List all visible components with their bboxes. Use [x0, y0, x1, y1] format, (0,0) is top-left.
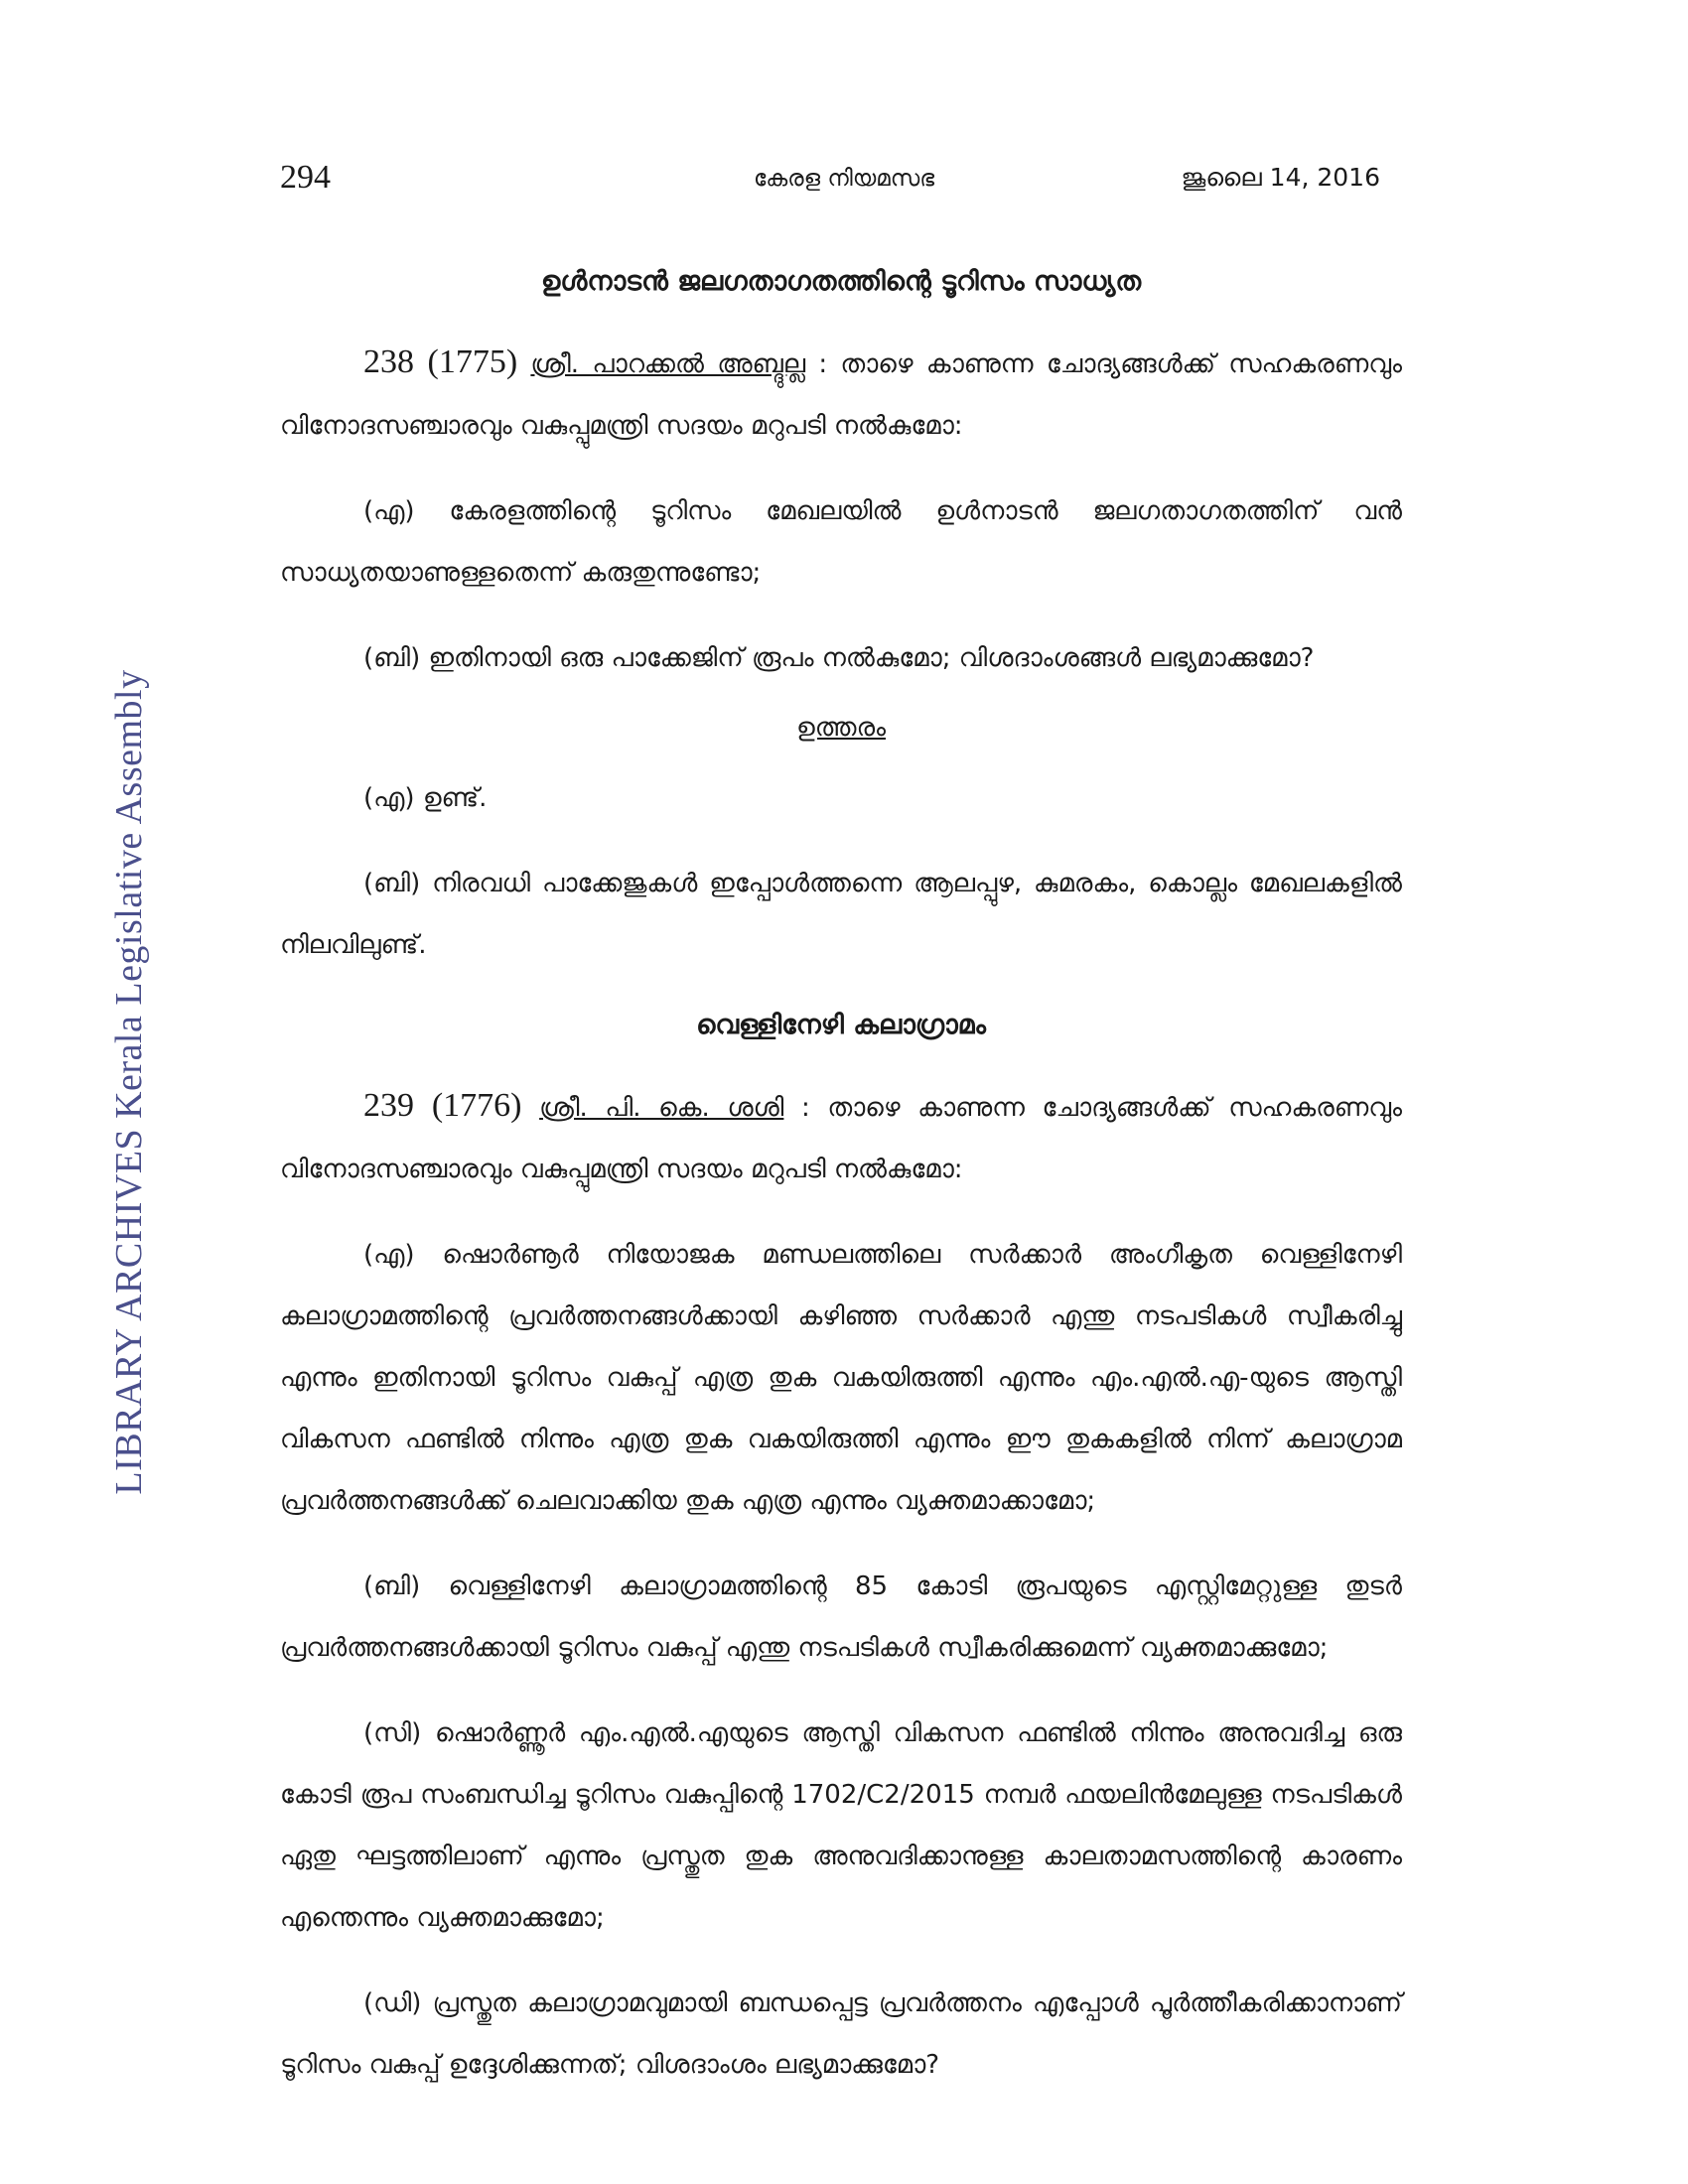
question-part-b: (ബി) ഇതിനായി ഒരു പാക്കേജിന് രൂപം നൽകുമോ; വിശദാംശങ്ങൾ ലഭ്യമാക്കുമോ?	[363, 643, 1315, 673]
question-intro-text: : താഴെ കാണുന്ന ചോദ്യങ്ങൾക്ക് സഹകരണവും വിനോദസഞ്ചാരവും വകുപ്പുമന്ത്രി സദയം മറുപടി നൽകുമോ:	[280, 1093, 1402, 1184]
question-part-c: (സി) ഷൊർണ്ണൂർ എം.എൽ.എയുടെ ആസ്തി വികസന ഫണ്ടിൽ നിന്നും അനുവദിച്ച ഒരു കോടി രൂപ സംബന്ധിച്ച ടൂറിസം വകുപ്പിന്റെ 1702/C2/2015 നമ്പർ ഫയലിൻമേലുള്ള നടപടികൾ ഏതു ഘട്ടത്തിലാണ് എന്നും പ്രസ്തുത തുക അനുവദിക്കാനുള്ള കാലതാമസത്തിന്റെ കാരണം എന്തെന്നും വ്യക്തമാക്കുമോ;	[280, 1718, 1402, 1933]
document-body	[280, 266, 1402, 2096]
question-intro-text: : താഴെ കാണുന്ന ചോദ്യങ്ങൾക്ക് സഹകരണവും വിനോദസഞ്ചാരവും വകുപ്പുമന്ത്രി സദയം മറുപടി നൽകുമോ:	[280, 349, 1402, 441]
answer-part-b: (ബി) നിരവധി പാക്കേജുകൾ ഇപ്പോൾത്തന്നെ ആലപ്പുഴ, കുമരകം, കൊല്ലം മേഖലകളിൽ നിലവിലുണ്ട്.	[280, 869, 1402, 960]
question-title: വെള്ളിനേഴി കലാഗ്രാമം	[696, 1010, 986, 1040]
answer-part-a: (എ) ഉണ്ട്.	[363, 783, 488, 813]
running-header-assembly: കേരള നിയമസഭ	[753, 166, 935, 192]
answer-heading: ഉത്തരം	[796, 713, 886, 743]
question-intro	[280, 332, 1402, 457]
page-number: 294	[280, 159, 331, 196]
question-number: 239 (1776)	[363, 1087, 522, 1124]
member-name: ശ്രീ. പാറക്കൽ അബ്ദുല്ല	[530, 349, 806, 379]
question-part-a: (എ) ഷൊർണൂർ നിയോജക മണ്ഡലത്തിലെ സർക്കാർ അംഗീകൃത വെള്ളിനേഴി കലാഗ്രാമത്തിന്റെ പ്രവർത്തനങ്ങൾക്കായി കഴിഞ്ഞ സർക്കാർ എന്തു നടപടികൾ സ്വീകരിച്ചു എന്നും ഇതിനായി ടൂറിസം വകുപ്പ് എത്ര തുക വകയിരുത്തി എന്നും എം.എൽ.എ-യുടെ ആസ്തി വികസന ഫണ്ടിൽ നിന്നും എത്ര തുക വകയിരുത്തി എന്നും ഈ തുകകളിൽ നിന്ന് കലാഗ്രാമ പ്രവർത്തനങ്ങൾക്ക് ചെലവാക്കിയ തുക എത്ര എന്നും വ്യക്തമാക്കാമോ;	[280, 1240, 1402, 1516]
question-part-a: (എ) കേരളത്തിന്റെ ടൂറിസം മേഖലയിൽ ഉൾനാടൻ ജലഗതാഗതത്തിന് വൻ സാധ്യതയാണുള്ളതെന്ന് കരുതുന്നുണ്ടോ;	[280, 496, 1402, 588]
question-intro	[280, 1075, 1402, 1200]
question-part-d: (ഡി) പ്രസ്തുത കലാഗ്രാമവുമായി ബന്ധപ്പെട്ട പ്രവർത്തനം എപ്പോൾ പൂർത്തീകരിക്കാനാണ് ടൂറിസം വകുപ്പ് ഉദ്ദേശിക്കുന്നത്; വിശദാംശം ലഭ്യമാക്കുമോ?	[280, 1988, 1402, 2080]
question-part-b: (ബി) വെള്ളിനേഴി കലാഗ്രാമത്തിന്റെ 85 കോടി രൂപയുടെ എസ്റ്റിമേറ്റുള്ള തുടർ പ്രവർത്തനങ്ങൾക്കായി ടൂറിസം വകുപ്പ് എന്തു നടപടികൾ സ്വീകരിക്കുമെന്ന് വ്യക്തമാക്കുമോ;	[280, 1571, 1402, 1663]
question-title: ഉൾനാടൻ ജലഗതാഗതത്തിന്റെ ടൂറിസം സാധ്യത	[540, 266, 1142, 297]
member-name: ശ്രീ. പി. കെ. ശശി	[539, 1093, 784, 1123]
archive-watermark: LIBRARY ARCHIVES Kerala Legislative Assembly	[108, 669, 150, 1495]
question-number: 238 (1775)	[363, 343, 518, 380]
running-header-date: ജൂലൈ 14, 2016	[1181, 163, 1380, 192]
